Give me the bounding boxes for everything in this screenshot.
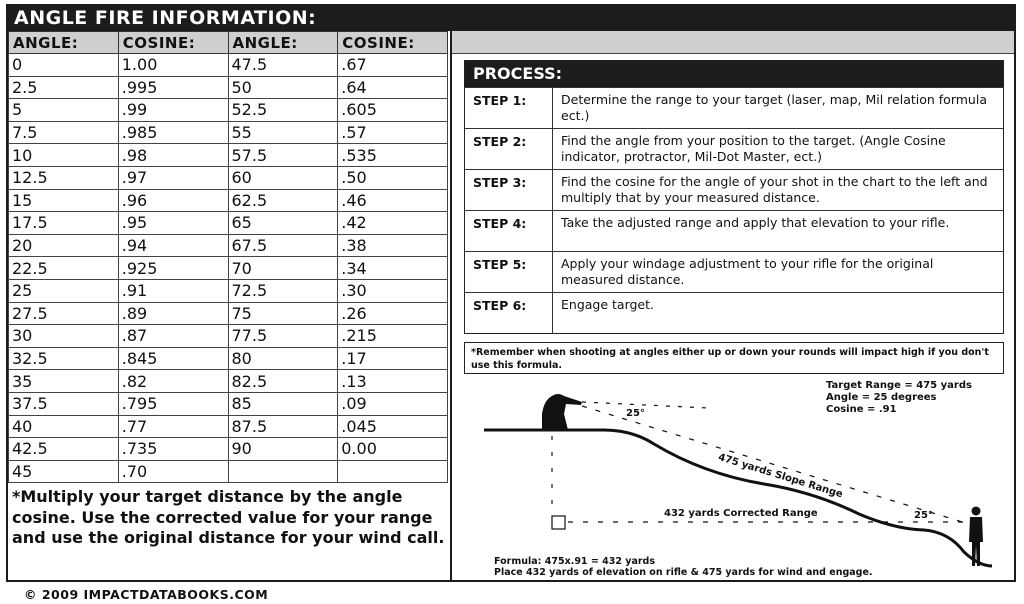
table-cell: .995 (118, 76, 228, 99)
table-cell: 45 (9, 460, 119, 483)
table-cell: .045 (338, 415, 448, 438)
table-cell: .735 (118, 438, 228, 461)
table-cell: 52.5 (228, 99, 338, 122)
slope-diagram (464, 374, 1009, 579)
process-step (465, 251, 1003, 292)
header-strip (452, 31, 1014, 54)
table-row (9, 189, 448, 212)
table-row (9, 121, 448, 144)
table-cell: 77.5 (228, 325, 338, 348)
table-cell: 30 (9, 325, 119, 348)
step-label: STEP 2: (465, 129, 553, 169)
table-cell (338, 460, 448, 483)
table-cell: 50 (228, 76, 338, 99)
copyright-footer: © 2009 IMPACTDATABOOKS.COM (24, 587, 269, 602)
table-row (9, 325, 448, 348)
process-step (465, 128, 1003, 169)
table-cell: .91 (118, 279, 228, 302)
column-header: ANGLE: (228, 32, 338, 54)
table-cell: 87.5 (228, 415, 338, 438)
table-row (9, 392, 448, 415)
table-cell: .96 (118, 189, 228, 212)
cosine-table-panel (8, 31, 452, 580)
table-cell: 1.00 (118, 54, 228, 77)
table-cell (228, 460, 338, 483)
step-text: Find the angle from your position to the target. (Angle Cosine indicator, protractor, Mil-Dot Master, ect.) (561, 133, 946, 164)
step-text: Find the cosine for the angle of your shot in the chart to the left and multiply that by your measured distance. (561, 174, 988, 205)
cosine-table (8, 31, 448, 483)
table-cell: 5 (9, 99, 119, 122)
table-cell: .87 (118, 325, 228, 348)
table-cell: 42.5 (9, 438, 119, 461)
table-row (9, 460, 448, 483)
table-cell: .605 (338, 99, 448, 122)
table-row (9, 370, 448, 393)
step-label: STEP 3: (465, 170, 553, 210)
table-row (9, 54, 448, 77)
table-cell: .70 (118, 460, 228, 483)
process-step (465, 87, 1003, 128)
step-text: Engage target. (561, 297, 654, 312)
table-cell: .98 (118, 144, 228, 167)
table-cell: .795 (118, 392, 228, 415)
table-cell: .34 (338, 257, 448, 280)
table-cell: 17.5 (9, 212, 119, 235)
table-cell: 90 (228, 438, 338, 461)
table-cell: .82 (118, 370, 228, 393)
corrected-range-label: 432 yards Corrected Range (664, 508, 818, 519)
angle-label: Angle = 25 degrees (826, 392, 937, 403)
table-row (9, 212, 448, 235)
table-header-row (9, 32, 448, 54)
process-step (465, 292, 1003, 333)
multiply-note: *Multiply your target distance by the angle cosine. Use the corrected value for your range and use the original distance for your wind call. (12, 487, 445, 547)
table-cell: .38 (338, 234, 448, 257)
table-cell: 32.5 (9, 347, 119, 370)
table-cell: 55 (228, 121, 338, 144)
table-cell: 57.5 (228, 144, 338, 167)
table-cell: .215 (338, 325, 448, 348)
table-row (9, 279, 448, 302)
table-cell: 67.5 (228, 234, 338, 257)
table-cell: .77 (118, 415, 228, 438)
table-cell: 2.5 (9, 76, 119, 99)
table-cell: .30 (338, 279, 448, 302)
table-cell: 12.5 (9, 166, 119, 189)
table-row (9, 347, 448, 370)
column-header: ANGLE: (9, 32, 119, 54)
step-text: Determine the range to your target (laser, map, Mil relation formula ect.) (561, 92, 987, 123)
table-cell: .17 (338, 347, 448, 370)
slope-range-label: 475 yards Slope Range (716, 452, 844, 501)
table-cell: 15 (9, 189, 119, 212)
table-row (9, 438, 448, 461)
process-step (465, 169, 1003, 210)
instruction-text: Place 432 yards of elevation on rifle & 475 yards for wind and engage. (494, 567, 873, 578)
table-cell: .67 (338, 54, 448, 77)
angle-bottom-label: 25° (914, 510, 933, 521)
table-cell: .50 (338, 166, 448, 189)
table-row (9, 76, 448, 99)
process-title: PROCESS: (465, 61, 1003, 87)
table-cell: 0 (9, 54, 119, 77)
table-cell: 20 (9, 234, 119, 257)
slope-dashed-line (582, 406, 969, 524)
table-cell: 25 (9, 279, 119, 302)
step-text: Take the adjusted range and apply that elevation to your rifle. (561, 215, 950, 230)
column-header: COSINE: (338, 32, 448, 54)
level-dashed-line (582, 402, 709, 408)
page-title: ANGLE FIRE INFORMATION: (8, 6, 1014, 31)
step-text: Apply your windage adjustment to your rifle for the original measured distance. (561, 256, 934, 287)
table-cell: 37.5 (9, 392, 119, 415)
table-cell: .985 (118, 121, 228, 144)
table-cell: .89 (118, 302, 228, 325)
step-label: STEP 1: (465, 88, 553, 128)
target-range-label: Target Range = 475 yards (826, 380, 972, 391)
formula-text: Formula: 475x.91 = 432 yards (494, 556, 655, 567)
table-cell: .13 (338, 370, 448, 393)
step-label: STEP 6: (465, 293, 553, 333)
table-cell: .95 (118, 212, 228, 235)
table-cell: 80 (228, 347, 338, 370)
table-cell: .09 (338, 392, 448, 415)
table-cell: .46 (338, 189, 448, 212)
remember-note: *Remember when shooting at angles either up or down your rounds will impact high if you don't use this formula. (464, 342, 1004, 374)
table-cell: .97 (118, 166, 228, 189)
table-cell: 65 (228, 212, 338, 235)
terrain-line (484, 430, 992, 566)
table-cell: 27.5 (9, 302, 119, 325)
angle-top-label: 25° (626, 408, 645, 419)
table-cell: 47.5 (228, 54, 338, 77)
angle-fire-card (6, 4, 1016, 582)
table-cell: 10 (9, 144, 119, 167)
table-cell: .64 (338, 76, 448, 99)
table-cell: 75 (228, 302, 338, 325)
table-cell: .94 (118, 234, 228, 257)
table-cell: 7.5 (9, 121, 119, 144)
table-cell: 70 (228, 257, 338, 280)
origin-box (552, 516, 565, 529)
step-label: STEP 5: (465, 252, 553, 292)
slope-illustration (464, 374, 1009, 579)
table-cell: .42 (338, 212, 448, 235)
table-cell: .925 (118, 257, 228, 280)
table-cell: .26 (338, 302, 448, 325)
table-cell: 62.5 (228, 189, 338, 212)
process-step (465, 210, 1003, 251)
table-row (9, 415, 448, 438)
table-row (9, 234, 448, 257)
cosine-label: Cosine = .91 (826, 404, 897, 415)
table-cell: 40 (9, 415, 119, 438)
table-row (9, 302, 448, 325)
table-cell: 60 (228, 166, 338, 189)
table-cell: 85 (228, 392, 338, 415)
table-cell: 35 (9, 370, 119, 393)
table-cell: 72.5 (228, 279, 338, 302)
table-row (9, 166, 448, 189)
shooter-silhouette (542, 394, 582, 430)
table-cell: .99 (118, 99, 228, 122)
step-label: STEP 4: (465, 211, 553, 251)
process-box (464, 60, 1004, 334)
column-header: COSINE: (118, 32, 228, 54)
table-cell: .57 (338, 121, 448, 144)
table-cell: .535 (338, 144, 448, 167)
table-row (9, 257, 448, 280)
table-body (9, 54, 448, 483)
table-cell: 22.5 (9, 257, 119, 280)
table-cell: 82.5 (228, 370, 338, 393)
table-row (9, 99, 448, 122)
table-row (9, 144, 448, 167)
table-cell: 0.00 (338, 438, 448, 461)
table-cell: .845 (118, 347, 228, 370)
process-steps (465, 87, 1003, 333)
